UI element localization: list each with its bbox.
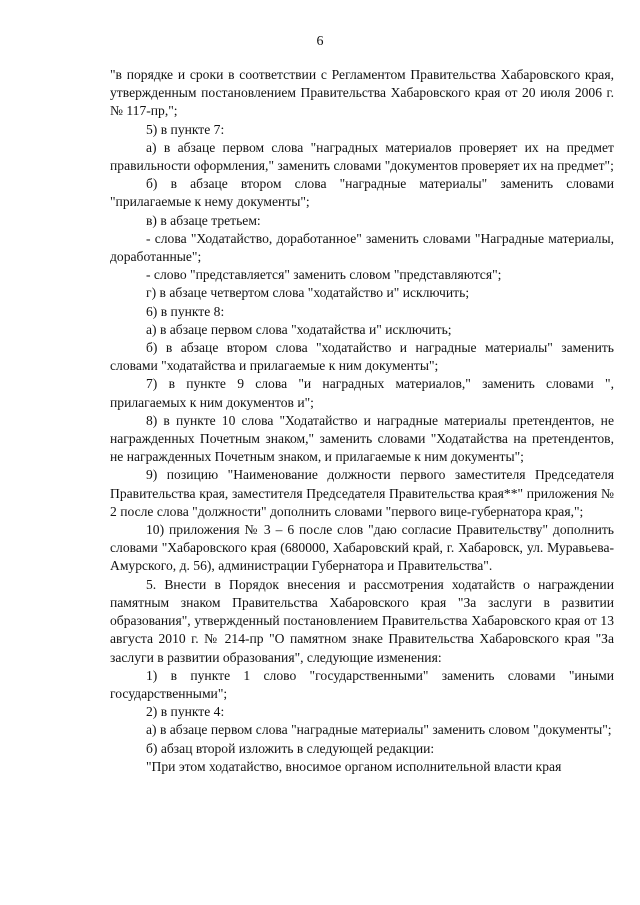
paragraph: - слова "Ходатайство, доработанное" заменить словами "Наградные материалы, доработанные"; (110, 230, 614, 265)
paragraph: а) в абзаце первом слова "ходатайства и" исключить; (146, 321, 452, 337)
paragraph: "в порядке и сроки в соответствии с Регламентом Правительства Хабаровского края, утвержденным постановлением Правительства Хабаровского края от 20 июля 2006 г. № 117-пр,"; (110, 67, 614, 119)
paragraph: 6) в пункте 8: (146, 303, 225, 319)
paragraph: 5. Внести в Порядок внесения и рассмотрения ходатайств о награждении памятным знаком Правительства Хабаровского края "За заслуги в развитии образования", утвержденный постановлением Правительства Хабаровского края от 13 августа 2010 г. № 214-пр "О памятном знаке Правительства Хабаровского края "За заслуги в развитии образования", следующие изменения: (110, 576, 614, 665)
paragraph: - слово "представляется" заменить словом "представляются"; (146, 267, 502, 283)
paragraph: а) в абзаце первом слова "наградных материалов проверяет их на предмет правильности оформления," заменить словами "документов проверяет их на предмет"; (110, 139, 614, 174)
paragraph: б) в абзаце втором слова "ходатайство и наградные материалы" заменить словами "ходатайства и прилагаемые к ним документы"; (110, 340, 614, 374)
paragraph: 2) в пункте 4: (146, 704, 225, 720)
page-number: 6 (316, 34, 324, 49)
paragraph: 1) в пункте 1 слово "государственными" заменить словами "иными государственными"; (110, 667, 614, 701)
paragraph: 10) приложения № 3 – 6 после слов "даю согласие Правительству" дополнить словами "Хабаровского края (680000, Хабаровский край, г. Хабаровск, ул. Муравьева-Амурского, д. 56), администрации Губернатора и Правительства". (110, 522, 614, 574)
paragraph: б) в абзаце втором слова "наградные материалы" заменить словами "прилагаемые к нему документы"; (110, 176, 614, 210)
paragraph: в) в абзаце третьем: (146, 212, 261, 228)
paragraph: 5) в пункте 7: (146, 121, 225, 137)
paragraph: а) в абзаце первом слова "наградные материалы" заменить словом "документы"; (146, 722, 612, 738)
paragraph: 9) позицию "Наименование должности первого заместителя Председателя Правительства края, заместителя Председателя Правительства края**" приложения № 2 после слова "должности" дополнить словами "первого вице-губернатора края,"; (110, 467, 614, 519)
paragraph: 7) в пункте 9 слова "и наградных материалов," заменить словами ", прилагаемых к ним документов и"; (110, 376, 614, 410)
paragraph: "При этом ходатайство, вносимое органом исполнительной власти края (146, 758, 562, 774)
document-body (110, 66, 614, 776)
paragraph: г) в абзаце четвертом слова "ходатайство и" исключить; (146, 285, 470, 301)
paragraph: б) абзац второй изложить в следующей редакции: (146, 740, 435, 756)
paragraph: 8) в пункте 10 слова "Ходатайство и наградные материалы претендентов, не награжденных Почетным знаком," заменить словами "Ходатайства на претендентов, не награжденных Почетным знаком, и прилагаемые к ним документы"; (110, 412, 614, 465)
